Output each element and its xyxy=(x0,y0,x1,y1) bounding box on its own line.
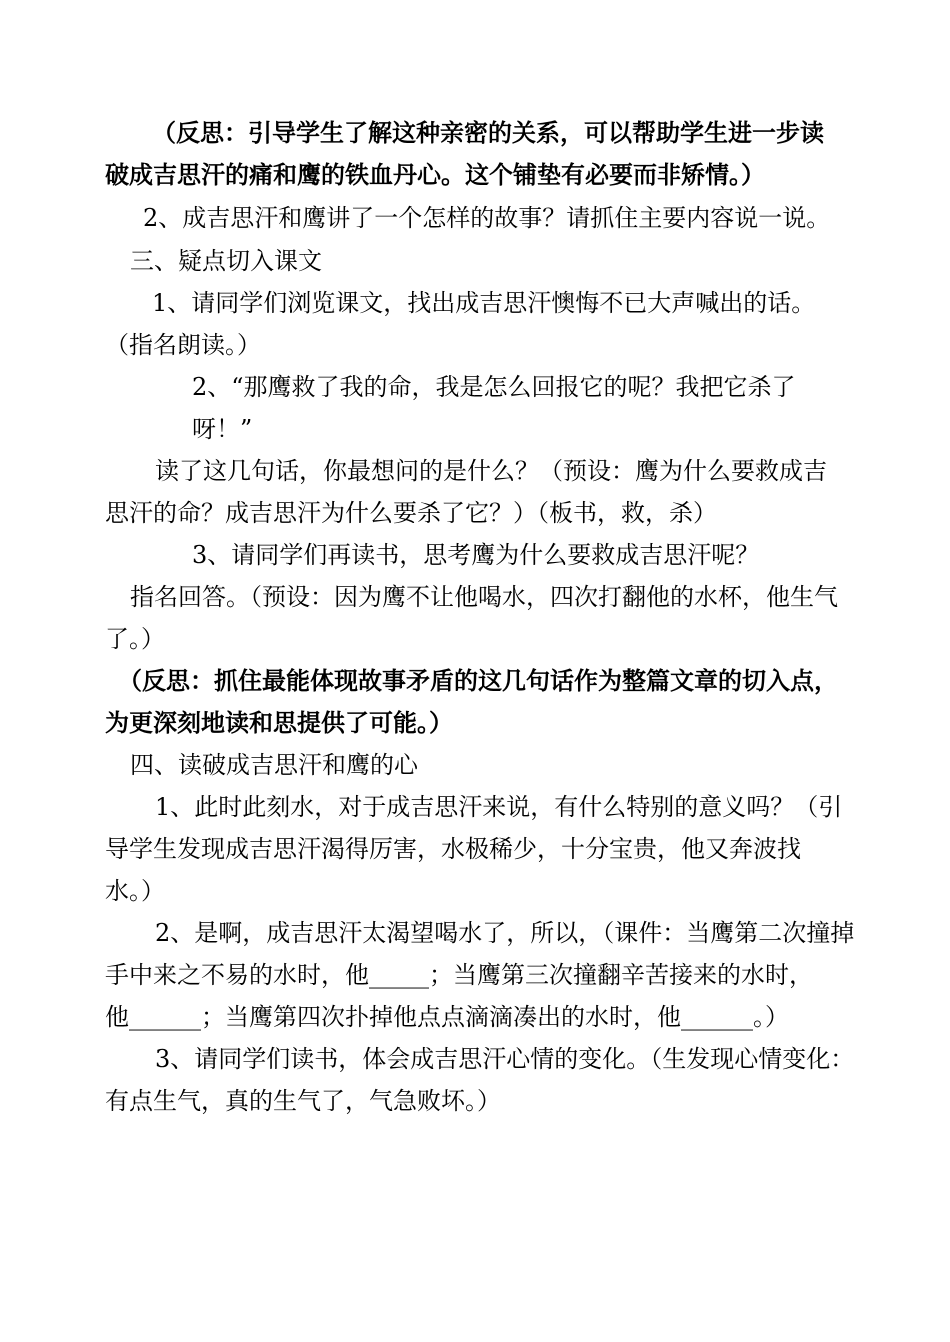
item-2-line-3: 他______；当鹰第四次扑掉他点点滴滴凑出的水时，他______。） xyxy=(105,1003,789,1031)
item-2-line-1: 2、是啊，成吉思汗太渴望喝水了，所以，（课件：当鹰第二次撞掉 xyxy=(155,919,855,947)
item-1-line-2: 导学生发现成吉思汗渴得厉害，水极稀少，十分宝贵，他又奔波找 xyxy=(105,835,801,863)
section-3-heading: 三、疑点切入课文 xyxy=(130,247,322,275)
reflection-2-line-1: （反思：抓住最能体现故事矛盾的这几句话作为整篇文章的切入点， xyxy=(118,667,838,695)
question-line-1: 读了这几句话，你最想问的是什么？（预设：鹰为什么要救成吉 xyxy=(155,457,827,485)
quote-line-1: 2、“那鹰救了我的命，我是怎么回报它的呢？我把它杀了 xyxy=(192,373,796,401)
reflection-line-1: （反思：引导学生了解这种亲密的关系，可以帮助学生进一步读 xyxy=(152,119,824,147)
item-2-line-2: 手中来之不易的水时，他_____；当鹰第三次撞翻辛苦接来的水时， xyxy=(105,961,813,989)
step-1-line-1: 1、请同学们浏览课文，找出成吉思汗懊悔不已大声喊出的话。 xyxy=(152,289,816,317)
item-1-line-3: 水。） xyxy=(105,877,165,905)
reflection-line-2: 破成吉思汗的痛和鹰的铁血丹心。这个铺垫有必要而非矫情。） xyxy=(105,161,765,189)
step-3-line: 3、请同学们再读书，思考鹰为什么要救成吉思汗呢？ xyxy=(192,541,760,569)
question-line-2: 思汗的命？成吉思汗为什么要杀了它？）（板书，救，杀） xyxy=(105,499,717,527)
step-1-line-2: （指名朗读。） xyxy=(105,331,261,359)
answer-line-1: 指名回答。（预设：因为鹰不让他喝水，四次打翻他的水杯，他生气 xyxy=(130,583,838,611)
item-3-line-2: 有点生气，真的生气了，气急败坏。） xyxy=(105,1087,501,1115)
section-4-heading: 四、读破成吉思汗和鹰的心 xyxy=(130,751,418,779)
item-1-line-1: 1、此时此刻水，对于成吉思汗来说，有什么特别的意义吗？（引 xyxy=(155,793,843,821)
answer-line-2: 了。） xyxy=(105,625,165,653)
item-3-line-1: 3、请同学们读书，体会成吉思汗心情的变化。（生发现心情变化： xyxy=(155,1045,855,1073)
question-2-story: 2、成吉思汗和鹰讲了一个怎样的故事？请抓住主要内容说一说。 xyxy=(143,204,831,232)
reflection-2-line-2: 为更深刻地读和思提供了可能。） xyxy=(105,709,453,737)
quote-line-2: 呀！” xyxy=(192,415,253,443)
